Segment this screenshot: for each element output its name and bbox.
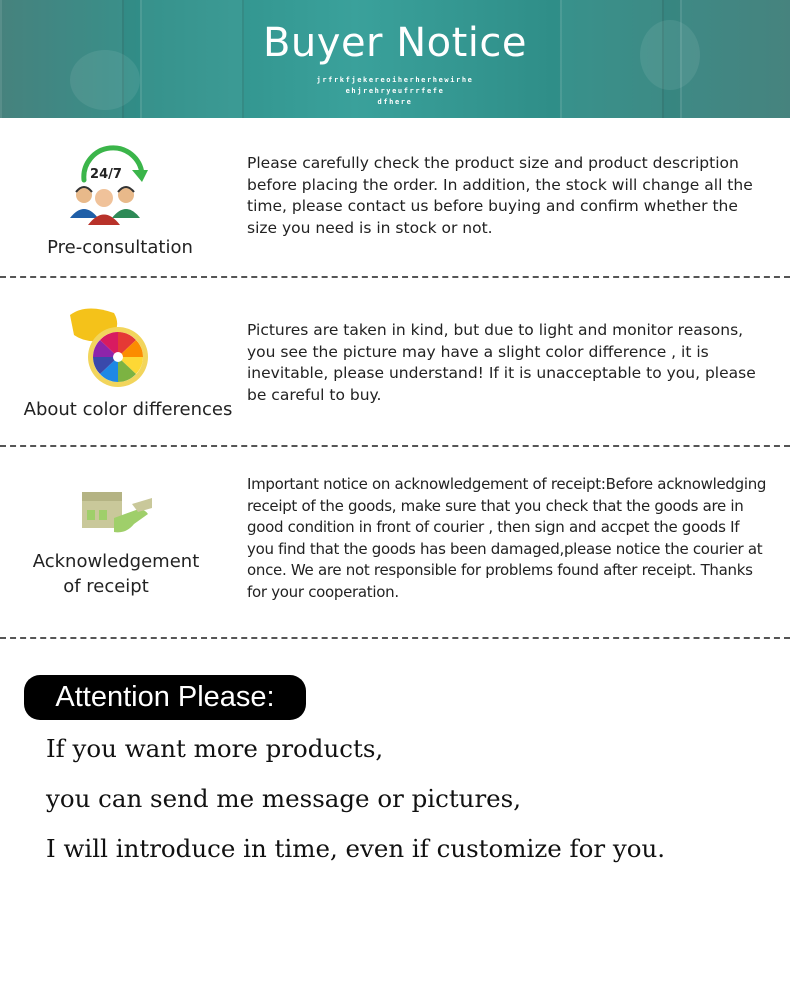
- section-caption: Acknowledgement: [32, 551, 200, 572]
- section-description: Pictures are taken in kind, but due to light and monitor reasons, you see the picture may have a slight color difference , it is inevitable, please understand! If it is unacceptable to you, please be careful to buy.: [247, 321, 756, 404]
- color-wheel-icon: [66, 305, 156, 390]
- section-caption: of receipt: [63, 576, 149, 597]
- section-divider: [0, 445, 790, 447]
- package-handoff-icon: [78, 488, 154, 540]
- badge-247: 24/7: [90, 167, 122, 182]
- header-banner: [0, 0, 790, 118]
- section-divider: [0, 276, 790, 278]
- section-description: Important notice on acknowledgement of receipt:Before acknowledging receipt of the goods, make sure that you check that the goods are in good condition in front of courier , then sign and accpet the goods If you find that the goods has been damaged,please notice the courier at once. We are not responsible for problems found after receipt. Thanks for your cooperation.: [247, 475, 767, 601]
- section-divider: [0, 637, 790, 639]
- attention-heading: Attention Please:: [24, 675, 306, 720]
- attention-line: you can send me message or pictures,: [46, 784, 522, 813]
- attention-line: If you want more products,: [46, 734, 384, 763]
- section-caption: Pre-consultation: [47, 237, 193, 258]
- banner-subtitle-line: dfhere: [377, 98, 413, 106]
- section-caption: About color differences: [23, 399, 233, 420]
- section-description: Please carefully check the product size and product description before placing the order. In addition, the stock will change all the time, please contact us before buying and confirm whether the size you need is in stock or not.: [247, 154, 753, 237]
- banner-subtitle-line: jrfrkfjekereoiherherhewirhe: [316, 76, 474, 84]
- attention-line: I will introduce in time, even if customize for you.: [46, 834, 666, 863]
- page-title: Buyer Notice: [262, 20, 528, 66]
- customer-service-icon: [62, 140, 162, 230]
- banner-subtitle-line: ehjrehryeufrrfefe: [345, 87, 445, 95]
